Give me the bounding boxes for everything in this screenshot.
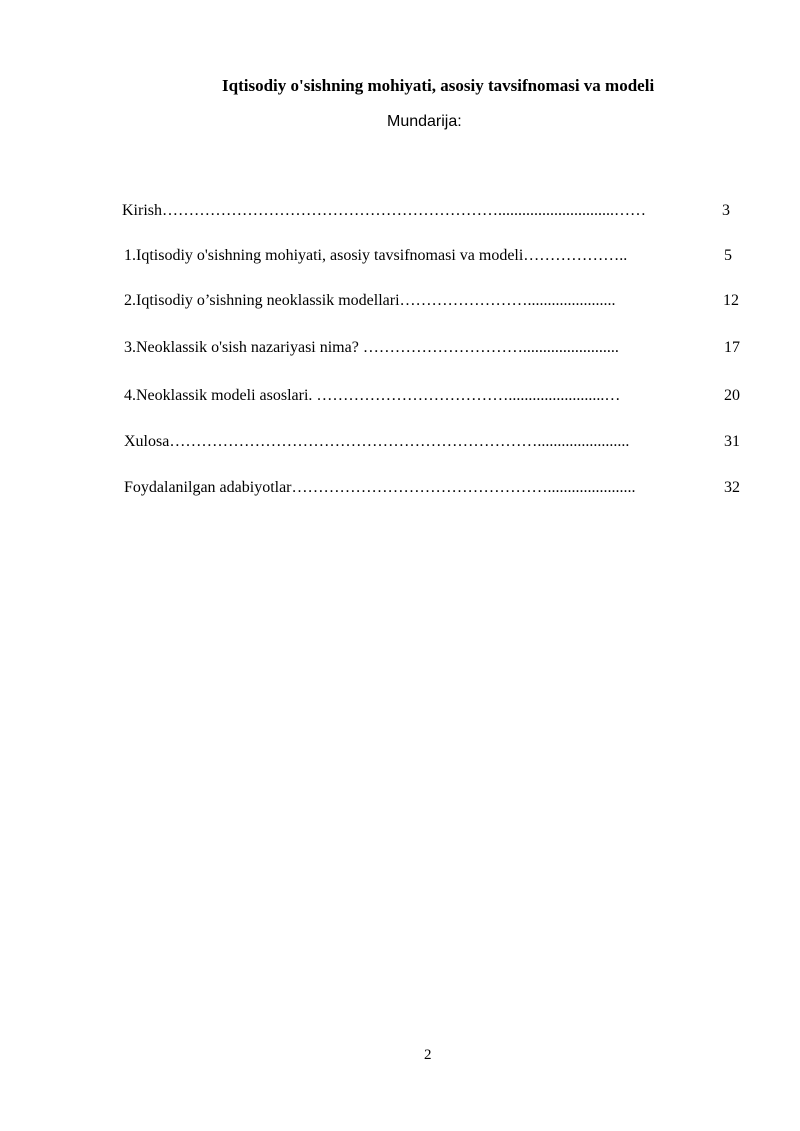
toc-entry-label: Foydalanilgan adabiyotlar…………………………………………...................... xyxy=(124,479,636,496)
toc-entry-label: 2.Iqtisodiy o’sishning neoklassik modellari……………………...................... xyxy=(124,292,616,309)
toc-entry-chapter-2 xyxy=(0,289,800,313)
toc-entry-chapter-1 xyxy=(0,244,800,268)
toc-entry-page: 17 xyxy=(724,339,740,356)
toc-entry-page: 3 xyxy=(722,202,730,219)
document-title: Iqtisodiy o'sishning mohiyati, asosiy tavsifnomasi va modeli xyxy=(222,76,655,95)
toc-entry-chapter-4 xyxy=(0,384,800,408)
toc-entry-page: 5 xyxy=(724,247,732,264)
toc-entry-page: 31 xyxy=(724,433,740,450)
toc-heading: Mundarija: xyxy=(387,113,462,130)
toc-entry-label: 3.Neoklassik o'sish nazariyasi nima? …………………………........................ xyxy=(124,339,619,356)
toc-entry-label: 4.Neoklassik modeli asoslari. ………………………………........................… xyxy=(124,387,621,404)
toc-entry-xulosa xyxy=(0,430,800,454)
toc-entry-label: 1.Iqtisodiy o'sishning mohiyati, asosiy tavsifnomasi va modeli……………….. xyxy=(124,247,628,264)
toc-entry-chapter-3 xyxy=(0,336,800,360)
toc-entry-page: 12 xyxy=(723,292,739,309)
toc-entry-label: Kirish……………………………………………………….............................…… xyxy=(122,202,646,219)
toc-entry-adabiyotlar xyxy=(0,476,800,500)
toc-entry-label: Xulosa……………………………………………………………....................... xyxy=(124,433,630,450)
toc-entry-page: 32 xyxy=(724,479,740,496)
page-number: 2 xyxy=(424,1047,432,1063)
toc-entry-kirish xyxy=(0,199,800,223)
toc-entry-page: 20 xyxy=(724,387,740,404)
